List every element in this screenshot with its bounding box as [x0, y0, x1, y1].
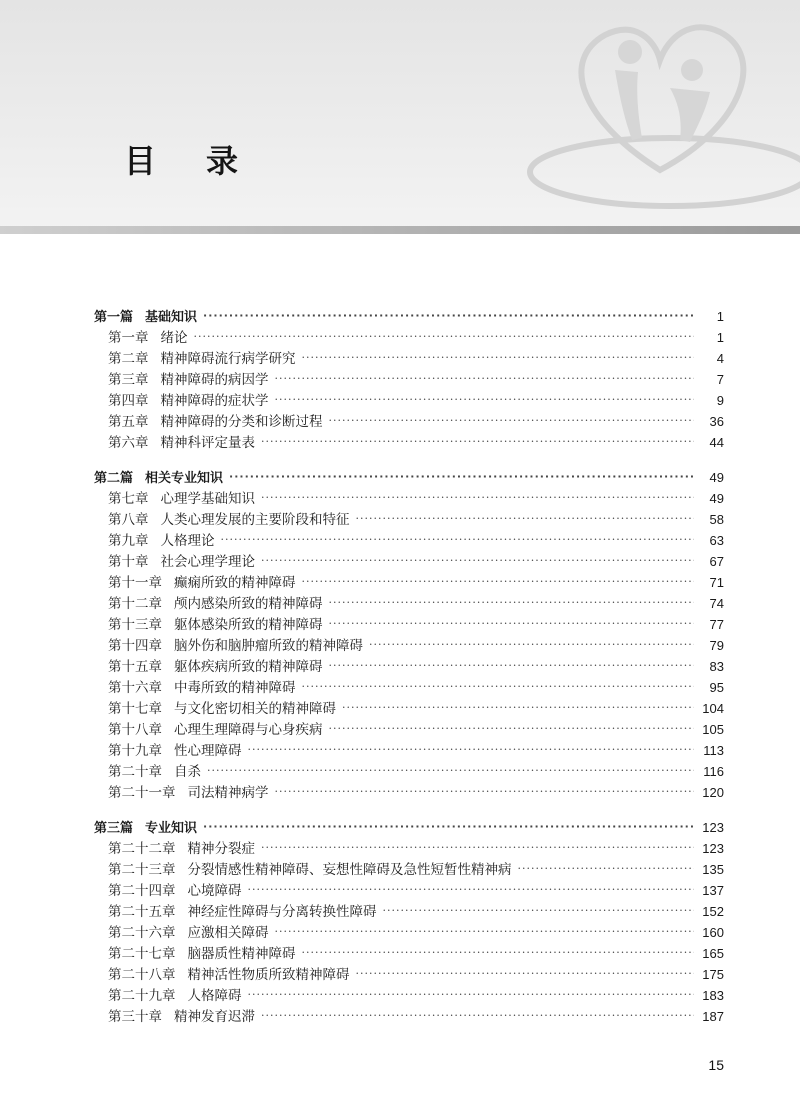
chapter-page-number: 165 — [702, 946, 724, 961]
page-header — [0, 0, 800, 232]
part-page-number: 49 — [709, 470, 724, 485]
toc-part-entry[interactable] — [94, 306, 724, 327]
toc-chapter-entry-label — [108, 860, 512, 881]
toc-chapter-entry[interactable] — [94, 432, 724, 453]
toc-part-entry-label — [94, 468, 223, 489]
chapter-title: 脑器质性精神障碍 — [187, 946, 296, 962]
chapter-page-number: 58 — [709, 512, 724, 527]
toc-chapter-entry[interactable] — [94, 656, 724, 677]
toc-chapter-entry[interactable] — [94, 740, 724, 761]
toc-chapter-entry-label — [108, 349, 296, 370]
dot-leader — [302, 348, 695, 369]
chapter-title: 应激相关障碍 — [187, 925, 269, 941]
chapter-page-number: 44 — [709, 435, 724, 450]
dot-leader — [329, 719, 695, 740]
toc-chapter-entry-label — [108, 391, 269, 412]
chapter-page-number: 183 — [702, 988, 724, 1003]
dot-leader — [194, 327, 695, 348]
chapter-number: 第二十八章 — [108, 967, 176, 983]
toc-chapter-entry-label — [108, 1007, 255, 1028]
chapter-title: 精神障碍的分类和诊断过程 — [160, 414, 323, 430]
chapter-page-number: 7 — [716, 372, 724, 387]
toc-part-entry-label — [94, 818, 197, 839]
chapter-page-number: 116 — [703, 764, 724, 779]
chapter-title: 心理生理障碍与心身疾病 — [174, 722, 323, 738]
title-char: 目 — [124, 142, 159, 180]
chapter-title: 颅内感染所致的精神障碍 — [174, 596, 323, 612]
chapter-number: 第十四章 — [108, 638, 162, 654]
chapter-number: 第十九章 — [108, 743, 162, 759]
dot-leader — [356, 964, 695, 985]
toc-chapter-entry[interactable] — [94, 719, 724, 740]
chapter-page-number: 120 — [702, 785, 724, 800]
toc-chapter-entry-label — [108, 489, 255, 510]
chapter-title: 中毒所致的精神障碍 — [174, 680, 296, 696]
toc-chapter-entry-label — [108, 678, 296, 699]
toc-chapter-entry-label — [108, 636, 363, 657]
chapter-title: 精神发育迟滞 — [174, 1009, 255, 1025]
chapter-number: 第六章 — [108, 435, 149, 451]
dot-leader — [329, 411, 695, 432]
chapter-page-number: 113 — [703, 743, 724, 758]
chapter-number: 第二十章 — [108, 764, 162, 780]
toc-chapter-entry-label — [108, 531, 215, 552]
chapter-title: 精神科评定量表 — [160, 435, 255, 451]
toc-chapter-entry[interactable] — [94, 782, 724, 803]
toc-chapter-entry[interactable] — [94, 698, 724, 719]
chapter-number: 第十一章 — [108, 575, 162, 591]
chapter-number: 第九章 — [108, 533, 149, 549]
part-spacer — [94, 453, 724, 467]
chapter-title: 心理学基础知识 — [160, 491, 255, 507]
toc-chapter-entry[interactable] — [94, 838, 724, 859]
chapter-number: 第十六章 — [108, 680, 162, 696]
dot-leader — [329, 593, 695, 614]
chapter-number: 第二十三章 — [108, 862, 176, 878]
page-title — [124, 136, 240, 182]
toc-part-entry[interactable] — [94, 817, 724, 838]
chapter-title: 自杀 — [174, 764, 201, 780]
toc-chapter-entry[interactable] — [94, 901, 724, 922]
chapter-page-number: 63 — [709, 533, 724, 548]
toc-chapter-entry-label — [108, 510, 350, 531]
chapter-number: 第八章 — [108, 512, 149, 528]
dot-leader — [275, 782, 695, 803]
dot-leader — [203, 306, 694, 327]
toc-chapter-entry[interactable] — [94, 551, 724, 572]
toc-part-entry[interactable] — [94, 467, 724, 488]
chapter-number: 第四章 — [108, 393, 149, 409]
chapter-title: 精神活性物质所致精神障碍 — [187, 967, 350, 983]
toc-chapter-entry[interactable] — [94, 488, 724, 509]
toc-chapter-entry-label — [108, 944, 296, 965]
chapter-page-number: 160 — [702, 925, 724, 940]
toc-chapter-entry[interactable] — [94, 572, 724, 593]
toc-chapter-entry-label — [108, 573, 296, 594]
chapter-number: 第二十二章 — [108, 841, 176, 857]
toc-chapter-entry-label — [108, 783, 269, 804]
chapter-page-number: 152 — [702, 904, 724, 919]
toc-chapter-entry[interactable] — [94, 348, 724, 369]
toc-chapter-entry[interactable] — [94, 530, 724, 551]
part-spacer — [94, 803, 724, 817]
page-number: 15 — [708, 1057, 724, 1073]
chapter-title: 人格障碍 — [187, 988, 242, 1004]
chapter-title: 癫痫所致的精神障碍 — [174, 575, 296, 591]
chapter-number: 第五章 — [108, 414, 149, 430]
dot-leader — [229, 467, 694, 488]
dot-leader — [329, 614, 695, 635]
dot-leader — [207, 761, 694, 782]
dot-leader — [261, 1006, 694, 1027]
header-divider — [0, 226, 800, 234]
chapter-title: 心境障碍 — [187, 883, 242, 899]
chapter-page-number: 79 — [709, 638, 724, 653]
title-char: 录 — [206, 142, 241, 180]
toc-chapter-entry[interactable] — [94, 943, 724, 964]
toc-chapter-entry-label — [108, 839, 255, 860]
toc-chapter-entry-label — [108, 615, 323, 636]
toc-chapter-entry-label — [108, 762, 201, 783]
chapter-page-number: 175 — [702, 967, 724, 982]
part-page-number: 1 — [716, 309, 724, 324]
dot-leader — [261, 432, 694, 453]
chapter-title: 神经症性障碍与分离转换性障碍 — [187, 904, 377, 920]
chapter-number: 第二十六章 — [108, 925, 176, 941]
dot-leader — [356, 509, 695, 530]
dot-leader — [302, 572, 695, 593]
chapter-number: 第十章 — [108, 554, 149, 570]
part-number: 第一篇 — [94, 310, 134, 325]
chapter-page-number: 77 — [709, 617, 724, 632]
part-page-number: 123 — [702, 820, 724, 835]
chapter-page-number: 83 — [709, 659, 724, 674]
chapter-title: 精神障碍的病因学 — [160, 372, 269, 388]
toc-chapter-entry[interactable] — [94, 593, 724, 614]
dot-leader — [383, 901, 695, 922]
toc-chapter-entry-label — [108, 986, 242, 1007]
chapter-page-number: 187 — [702, 1009, 724, 1024]
toc-chapter-entry[interactable] — [94, 964, 724, 985]
toc-chapter-entry[interactable] — [94, 761, 724, 782]
toc-chapter-entry-label — [108, 923, 269, 944]
toc-chapter-entry[interactable] — [94, 880, 724, 901]
toc-chapter-entry-label — [108, 720, 323, 741]
chapter-title: 性心理障碍 — [174, 743, 242, 759]
toc-chapter-entry-label — [108, 433, 255, 454]
dot-leader — [329, 656, 695, 677]
toc-chapter-entry[interactable] — [94, 411, 724, 432]
dot-leader — [248, 740, 695, 761]
part-title: 专业知识 — [145, 821, 198, 836]
chapter-number: 第二十七章 — [108, 946, 176, 962]
chapter-number: 第二十九章 — [108, 988, 176, 1004]
toc-chapter-entry-label — [108, 741, 242, 762]
chapter-title: 人类心理发展的主要阶段和特征 — [160, 512, 350, 528]
toc-part-entry-label — [94, 307, 197, 328]
toc-chapter-entry[interactable] — [94, 635, 724, 656]
dot-leader — [518, 859, 695, 880]
dot-leader — [302, 677, 695, 698]
dot-leader — [248, 880, 695, 901]
toc-chapter-entry[interactable] — [94, 369, 724, 390]
part-number: 第二篇 — [94, 471, 134, 486]
chapter-title: 精神分裂症 — [187, 841, 255, 857]
chapter-title: 躯体疾病所致的精神障碍 — [174, 659, 323, 675]
chapter-number: 第三十章 — [108, 1009, 162, 1025]
toc-chapter-entry[interactable] — [94, 1006, 724, 1027]
chapter-number: 第十三章 — [108, 617, 162, 633]
dot-leader — [248, 985, 695, 1006]
toc-chapter-entry[interactable] — [94, 327, 724, 348]
chapter-title: 分裂情感性精神障碍、妄想性障碍及急性短暂性精神病 — [187, 862, 512, 878]
chapter-number: 第十八章 — [108, 722, 162, 738]
toc-chapter-entry-label — [108, 902, 377, 923]
chapter-title: 躯体感染所致的精神障碍 — [174, 617, 323, 633]
chapter-number: 第一章 — [108, 330, 149, 346]
toc-chapter-entry-label — [108, 965, 350, 986]
toc-chapter-entry[interactable] — [94, 677, 724, 698]
toc-chapter-entry-label — [108, 657, 323, 678]
chapter-title: 精神障碍的症状学 — [160, 393, 269, 409]
chapter-page-number: 67 — [709, 554, 724, 569]
toc-chapter-entry[interactable] — [94, 390, 724, 411]
toc-chapter-entry[interactable] — [94, 614, 724, 635]
toc-chapter-entry[interactable] — [94, 922, 724, 943]
chapter-page-number: 1 — [716, 330, 724, 345]
chapter-page-number: 9 — [716, 393, 724, 408]
chapter-number: 第十五章 — [108, 659, 162, 675]
part-number: 第三篇 — [94, 821, 134, 836]
chapter-page-number: 95 — [709, 680, 724, 695]
part-title: 相关专业知识 — [145, 471, 224, 486]
dot-leader — [203, 817, 694, 838]
dot-leader — [275, 922, 695, 943]
toc-chapter-entry[interactable] — [94, 859, 724, 880]
chapter-page-number: 36 — [709, 414, 724, 429]
chapter-title: 脑外伤和脑肿瘤所致的精神障碍 — [174, 638, 363, 654]
toc-chapter-entry-label — [108, 594, 323, 615]
chapter-page-number: 74 — [709, 596, 724, 611]
part-title: 基础知识 — [145, 310, 198, 325]
chapter-number: 第七章 — [108, 491, 149, 507]
chapter-number: 第十七章 — [108, 701, 162, 717]
dot-leader — [342, 698, 694, 719]
chapter-title: 绪论 — [160, 330, 188, 346]
dot-leader — [275, 390, 695, 411]
chapter-title: 司法精神病学 — [187, 785, 269, 801]
chapter-page-number: 49 — [709, 491, 724, 506]
dot-leader — [275, 369, 695, 390]
chapter-title: 精神障碍流行病学研究 — [160, 351, 296, 367]
dot-leader — [261, 551, 694, 572]
dot-leader — [369, 635, 694, 656]
toc-chapter-entry[interactable] — [94, 985, 724, 1006]
toc-chapter-entry[interactable] — [94, 509, 724, 530]
chapter-number: 第二章 — [108, 351, 149, 367]
toc-chapter-entry-label — [108, 699, 336, 720]
toc-chapter-entry-label — [108, 552, 255, 573]
chapter-page-number: 135 — [702, 862, 724, 877]
chapter-number: 第十二章 — [108, 596, 162, 612]
dot-leader — [261, 838, 694, 859]
heart-family-logo-icon — [520, 0, 800, 232]
toc-chapter-entry-label — [108, 328, 188, 349]
chapter-page-number: 137 — [702, 883, 724, 898]
chapter-title: 社会心理学理论 — [160, 554, 255, 570]
chapter-number: 第二十四章 — [108, 883, 176, 899]
chapter-page-number: 4 — [716, 351, 724, 366]
dot-leader — [221, 530, 695, 551]
chapter-number: 第二十一章 — [108, 785, 176, 801]
chapter-page-number: 104 — [702, 701, 724, 716]
dot-leader — [302, 943, 695, 964]
toc-chapter-entry-label — [108, 412, 323, 433]
chapter-title: 人格理论 — [160, 533, 215, 549]
toc-chapter-entry-label — [108, 370, 269, 391]
chapter-page-number: 71 — [709, 575, 724, 590]
dot-leader — [261, 488, 694, 509]
chapter-number: 第二十五章 — [108, 904, 176, 920]
chapter-page-number: 105 — [702, 722, 724, 737]
table-of-contents — [94, 306, 724, 1027]
chapter-title: 与文化密切相关的精神障碍 — [174, 701, 336, 717]
toc-chapter-entry-label — [108, 881, 242, 902]
chapter-page-number: 123 — [702, 841, 724, 856]
chapter-number: 第三章 — [108, 372, 149, 388]
